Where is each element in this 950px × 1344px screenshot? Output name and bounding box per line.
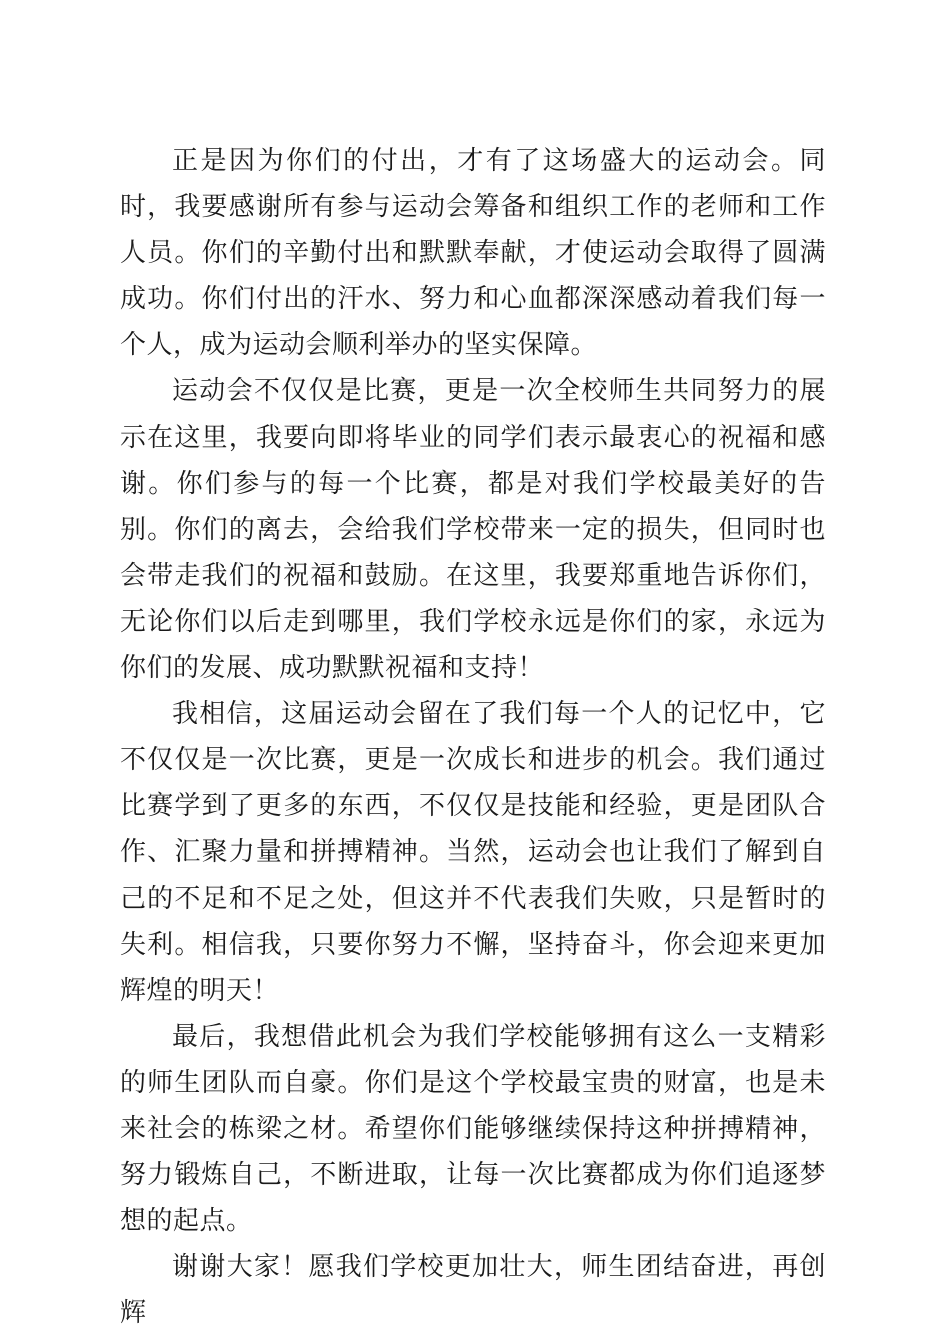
paragraph-closing-thanks: 谢谢大家！愿我们学校更加壮大，师生团结奋进，再创辉	[120, 1252, 826, 1329]
paragraph-thanks-participants: 正是因为你们的付出，才有了这场盛大的运动会。同时，我要感谢所有参与运动会筹备和组织工作的老师和工作人员。你们的辛勤付出和默默奉献，才使运动会取得了圆满成功。你们付出的汗水、努力和心血都深深感动着我们每一个人，成为运动会顺利举办的坚实保障。	[120, 146, 826, 361]
document-body	[120, 138, 826, 1336]
paragraph-pride-team: 最后，我想借此机会为我们学校能够拥有这么一支精彩的师生团队而自豪。你们是这个学校最宝贵的财富，也是未来社会的栋梁之材。希望你们能够继续保持这种拼搏精神，努力锻炼自己，不断进取，让每一次比赛都成为你们追逐梦想的起点。	[120, 1021, 826, 1237]
paragraph-graduates-farewell: 运动会不仅仅是比赛，更是一次全校师生共同努力的展示在这里，我要向即将毕业的同学们表示最衷心的祝福和感谢。你们参与的每一个比赛，都是对我们学校最美好的告别。你们的离去，会给我们学校带来一定的损失，但同时也会带走我们的祝福和鼓励。在这里，我要郑重地告诉你们，无论你们以后走到哪里，我们学校永远是你们的家，永远为你们的发展、成功默默祝福和支持！	[120, 376, 826, 684]
paragraph-growth-reflection: 我相信，这届运动会留在了我们每一个人的记忆中，它不仅仅是一次比赛，更是一次成长和进步的机会。我们通过比赛学到了更多的东西，不仅仅是技能和经验，更是团队合作、汇聚力量和拼搏精神。当然，运动会也让我们了解到自己的不足和不足之处，但这并不代表我们失败，只是暂时的失利。相信我，只要你努力不懈，坚持奋斗，你会迎来更加辉煌的明天！	[120, 699, 826, 1006]
